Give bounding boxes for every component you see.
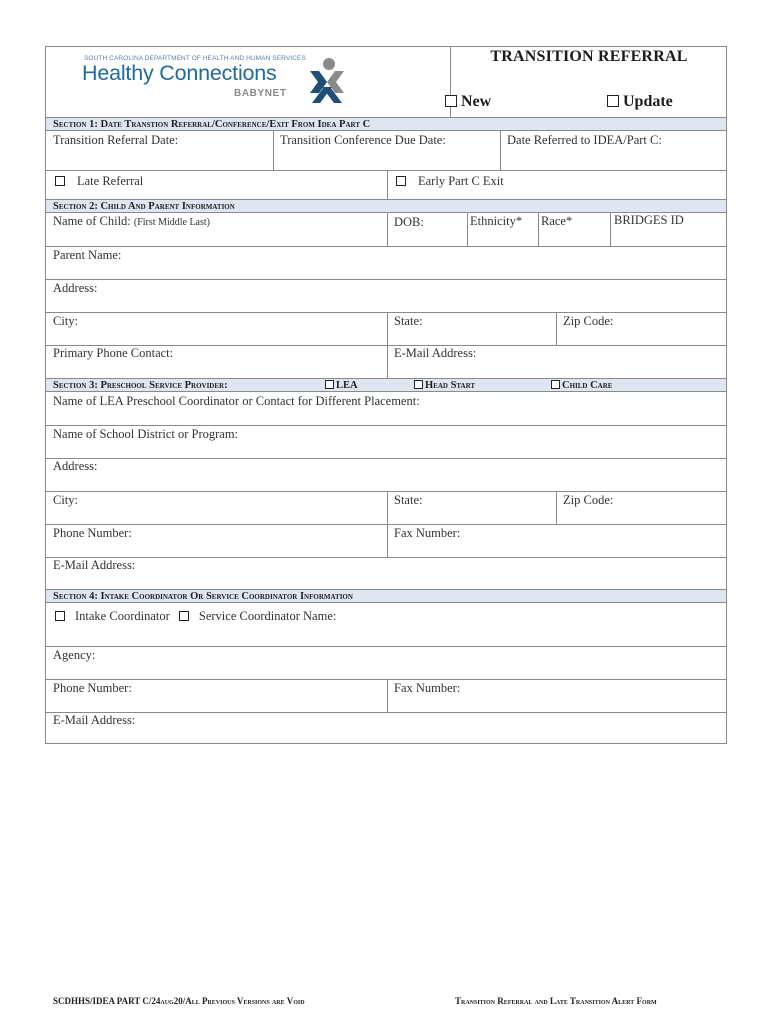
lea-checkbox[interactable] <box>325 380 334 389</box>
transition-conference-due-field[interactable]: Transition Conference Due Date: <box>280 133 446 147</box>
zip-code-field[interactable]: Zip Code: <box>563 314 614 328</box>
lea-label: LEA <box>336 380 358 391</box>
state-field[interactable]: State: <box>394 314 423 328</box>
new-checkbox[interactable] <box>445 95 457 107</box>
city-field[interactable]: City: <box>53 314 79 328</box>
service-coordinator-checkbox[interactable] <box>179 611 189 621</box>
provider-phone-field[interactable]: Phone Number: <box>53 526 132 540</box>
transition-referral-form <box>45 46 727 744</box>
email-field[interactable]: E-Mail Address: <box>394 346 477 360</box>
ethnicity-field[interactable]: Ethnicity* <box>470 214 523 228</box>
logo-org-text: SOUTH CAROLINA DEPARTMENT OF HEALTH AND HUMAN SERVICES <box>84 55 306 62</box>
section3-heading <box>46 378 726 392</box>
provider-fax-field[interactable]: Fax Number: <box>394 526 461 540</box>
school-district-field[interactable]: Name of School District or Program: <box>53 427 239 441</box>
late-referral-label: Late Referral <box>77 174 144 188</box>
provider-zip-field[interactable]: Zip Code: <box>563 493 614 507</box>
intake-coordinator-checkbox[interactable] <box>55 611 65 621</box>
child-care-label: Child Care <box>562 380 613 391</box>
dob-field[interactable]: DOB: <box>394 215 424 229</box>
bridges-id-field[interactable]: BRIDGES ID <box>614 213 684 227</box>
transition-referral-date-field[interactable]: Transition Referral Date: <box>53 133 179 147</box>
agency-field[interactable]: Agency: <box>53 648 96 662</box>
address-field[interactable]: Address: <box>53 281 98 295</box>
provider-state-field[interactable]: State: <box>394 493 423 507</box>
section2-heading: Section 2: Child And Parent Information <box>46 199 726 213</box>
late-referral-option[interactable] <box>55 174 143 189</box>
footer-form-name: Transition Referral and Late Transition Alert Form <box>455 996 657 1006</box>
late-referral-checkbox[interactable] <box>55 176 65 186</box>
section1-heading: Section 1: Date Transtion Referral/Conference/Exit From Idea Part C <box>46 117 726 131</box>
logo-x-icon <box>308 57 346 105</box>
update-checkbox[interactable] <box>607 95 619 107</box>
child-name-field[interactable] <box>53 214 210 229</box>
coordinator-email-field[interactable]: E-Mail Address: <box>53 713 136 727</box>
logo-name-text: Healthy Connections <box>82 61 277 85</box>
provider-address-field[interactable]: Address: <box>53 459 98 473</box>
primary-phone-field[interactable]: Primary Phone Contact: <box>53 346 174 360</box>
coordinator-type-row <box>55 609 336 624</box>
update-label: Update <box>623 93 673 110</box>
logo-program-text: BABYNET <box>234 88 287 99</box>
new-option[interactable] <box>445 93 491 111</box>
lea-option[interactable] <box>325 379 358 392</box>
section3-heading-text: Section 3: Preschool Service Provider: <box>53 380 228 391</box>
section4-heading: Section 4: Intake Coordinator Or Service Coordinator Information <box>46 589 726 603</box>
race-field[interactable]: Race* <box>541 214 573 228</box>
update-option[interactable] <box>607 93 673 111</box>
early-exit-label: Early Part C Exit <box>418 174 504 188</box>
date-referred-field[interactable]: Date Referred to IDEA/Part C: <box>507 133 662 147</box>
new-label: New <box>461 93 492 110</box>
parent-name-field[interactable]: Parent Name: <box>53 248 122 262</box>
form-title: TRANSITION REFERRAL <box>490 48 688 65</box>
child-care-checkbox[interactable] <box>551 380 560 389</box>
coordinator-fax-field[interactable]: Fax Number: <box>394 681 461 695</box>
footer-version: SCDHHS/IDEA PART C/24aug20/All Previous Versions are Void <box>53 996 305 1006</box>
head-start-checkbox[interactable] <box>414 380 423 389</box>
child-care-option[interactable] <box>551 379 612 392</box>
provider-email-field[interactable]: E-Mail Address: <box>53 558 136 572</box>
child-name-label: Name of Child: <box>53 214 131 228</box>
lea-coordinator-field[interactable]: Name of LEA Preschool Coordinator or Contact for Different Placement: <box>53 394 420 408</box>
provider-city-field[interactable]: City: <box>53 493 79 507</box>
service-coordinator-name-field[interactable]: Service Coordinator Name: <box>198 609 337 623</box>
intake-coordinator-label: Intake Coordinator <box>75 609 170 623</box>
early-exit-checkbox[interactable] <box>396 176 406 186</box>
head-start-label: Head Start <box>425 380 476 391</box>
head-start-option[interactable] <box>414 379 475 392</box>
coordinator-phone-field[interactable]: Phone Number: <box>53 681 132 695</box>
child-name-hint: (First Middle Last) <box>133 217 210 228</box>
early-exit-option[interactable] <box>396 174 504 189</box>
